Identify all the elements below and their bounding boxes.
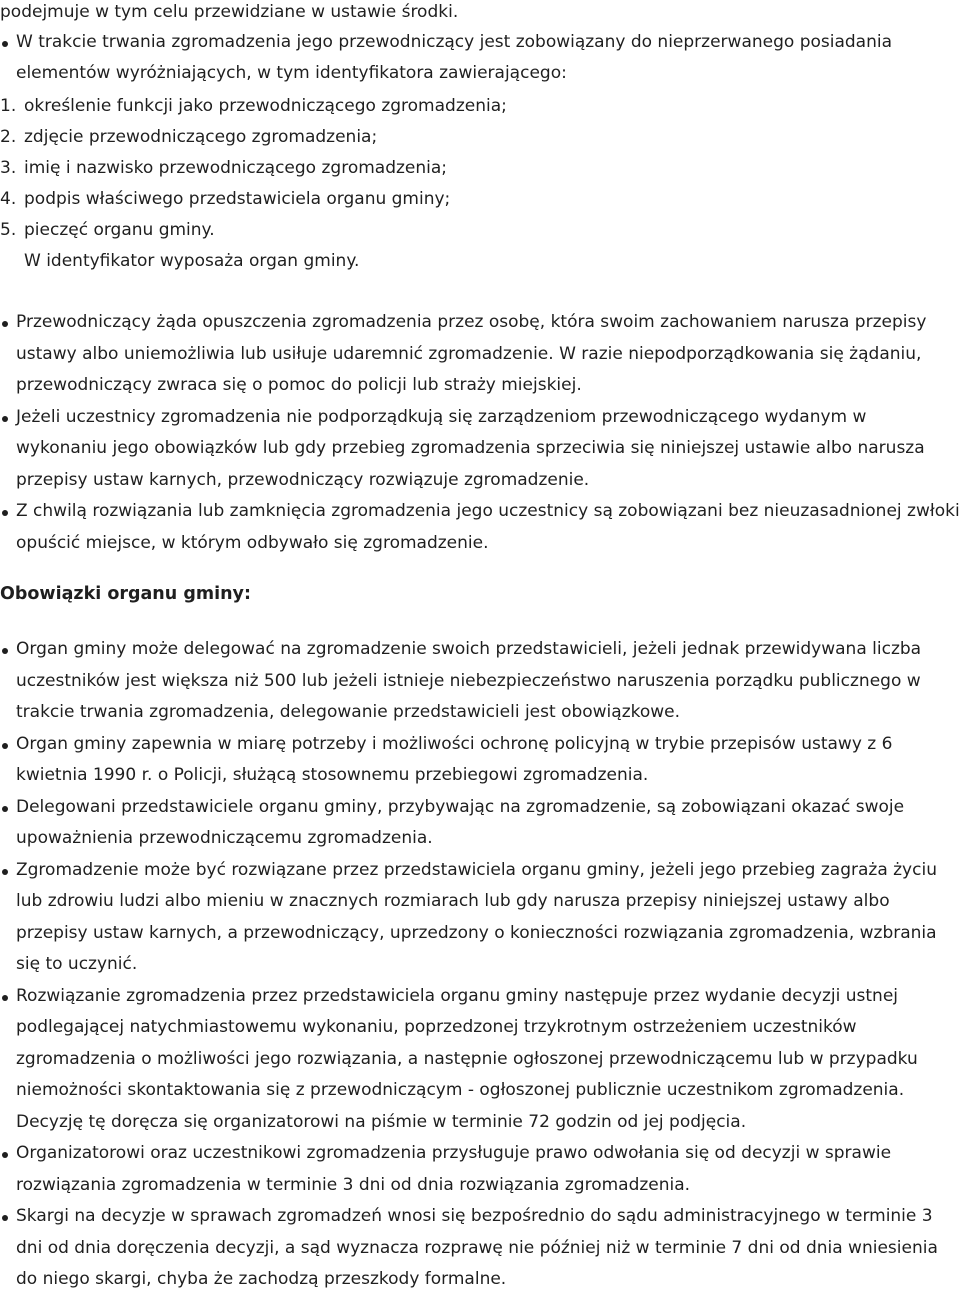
municipality-duties-list: [0, 634, 960, 1296]
section-heading: Obowiązki organu gminy:: [0, 584, 251, 604]
identifier-note: W identyfikator wyposaża organ gminy.: [24, 251, 360, 271]
list-item: [0, 27, 960, 277]
item-text: pieczęć organu gminy.: [24, 220, 215, 240]
numbered-item: [0, 215, 960, 246]
item-number: 2.: [0, 127, 17, 147]
item-number: 4.: [0, 189, 17, 209]
list-item: Organ gminy zapewnia w miarę potrzeby i możliwości ochronę policyjną w trybie przepisów ustawy z 6 kwietnia 1990 r. o Policji, służącą stosownemu przebiegowi zgromadzenia.: [0, 729, 960, 792]
lead-text: podejmuje w tym celu przewidziane w ustawie środki.: [0, 2, 459, 22]
item-number: 1.: [0, 96, 17, 116]
item-number: 3.: [0, 158, 17, 178]
list-item: Organ gminy może delegować na zgromadzenie swoich przedstawicieli, jeżeli jednak przewidywana liczba uczestników jest większa niż 500 lub jeżeli istnieje niebezpieczeństwo naruszenia porządku publicznego w trakcie trwania zgromadzenia, delegowanie przedstawicieli jest obowiązkowe.: [0, 634, 960, 729]
list-item: Organizatorowi oraz uczestnikowi zgromadzenia przysługuje prawo odwołania się od decyzji w sprawie rozwiązania zgromadzenia w terminie 3 dni od dnia rozwiązania zgromadzenia.: [0, 1138, 960, 1201]
item-text: zdjęcie przewodniczącego zgromadzenia;: [24, 127, 378, 147]
list-item: Przewodniczący żąda opuszczenia zgromadzenia przez osobę, która swoim zachowaniem narusza przepisy ustawy albo uniemożliwia lub usiłuje udaremnić zgromadzenie. W razie niepodporządkowania się żądaniu, przewodniczący zwraca się o pomoc do policji lub straży miejskiej.: [0, 307, 960, 402]
list-item: Jeżeli uczestnicy zgromadzenia nie podporządkują się zarządzeniom przewodniczącego wydanym w wykonaniu jego obowiązków lub gdy przebieg zgromadzenia sprzeciwia się niniejszej ustawie albo narusza przepisy ustaw karnych, przewodniczący rozwiązuje zgromadzenie.: [0, 402, 960, 497]
numbered-item: [0, 153, 960, 184]
list-item: Skargi na decyzje w sprawach zgromadzeń wnosi się bezpośrednio do sądu administracyjnego w terminie 3 dni od dnia doręczenia decyzji, a sąd wyznacza rozprawę nie później niż w terminie 7 dni od dnia wniesienia do niego skargi, chyba że zachodzą przeszkody formalne.: [0, 1201, 960, 1296]
numbered-item: [0, 91, 960, 122]
list-item-text: W trakcie trwania zgromadzenia jego przewodniczący jest zobowiązany do nieprzerwanego posiadania elementów wyróżniających, w tym identyfikatora zawierającego:: [16, 32, 893, 83]
item-text: podpis właściwego przedstawiciela organu gminy;: [24, 189, 451, 209]
list-item: Zgromadzenie może być rozwiązane przez przedstawiciela organu gminy, jeżeli jego przebieg zagraża życiu lub zdrowiu ludzi albo mieniu w znacznych rozmiarach lub gdy narusza przepisy niniejszej ustawy albo przepisy ustaw karnych, a przewodniczący, uprzedzony o konieczności rozwiązania zgromadzenia, wzbrania się to uczynić.: [0, 855, 960, 981]
item-text: imię i nazwisko przewodniczącego zgromadzenia;: [24, 158, 448, 178]
list-item: Rozwiązanie zgromadzenia przez przedstawiciela organu gminy następuje przez wydanie decyzji ustnej podlegającej natychmiastowemu wykonaniu, poprzedzonej trzykrotnym ostrzeżeniem uczestników zgromadzenia o możliwości jego rozwiązania, a następnie ogłoszonej przewodniczącemu lub w przypadku niemożności skontaktowania się z przewodniczącym - ogłoszonej publicznie uczestnikom zgromadzenia. Decyzję tę doręcza się organizatorowi na piśmie w terminie 72 godzin od jej podjęcia.: [0, 981, 960, 1139]
item-number: 5.: [0, 220, 17, 240]
assembly-rules-list: [0, 307, 960, 559]
list-item: Z chwilą rozwiązania lub zamknięcia zgromadzenia jego uczestnicy są zobowiązani bez nieuzasadnionej zwłoki opuścić miejsce, w którym odbywało się zgromadzenie.: [0, 496, 960, 559]
identifier-elements-list: [0, 91, 960, 246]
chairman-duties-list: [0, 27, 960, 277]
numbered-item: [0, 122, 960, 153]
item-text: określenie funkcji jako przewodniczącego zgromadzenia;: [24, 96, 507, 116]
list-item: Delegowani przedstawiciele organu gminy, przybywając na zgromadzenie, są zobowiązani okazać swoje upoważnienia przewodniczącemu zgromadzenia.: [0, 792, 960, 855]
numbered-item: [0, 184, 960, 215]
